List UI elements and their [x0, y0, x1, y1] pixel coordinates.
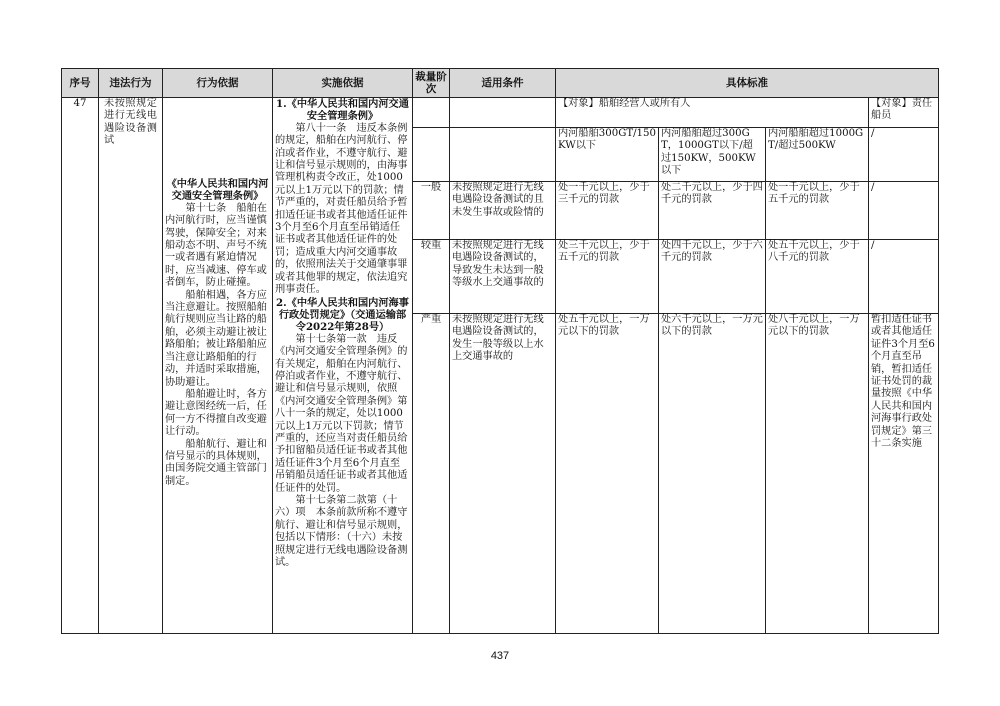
table-row [62, 98, 939, 128]
fine-serious-t3: 处五千元以上，少于八千元的罚款 [766, 240, 869, 314]
impl2-text-2: 第十七条第二款第（十六）项 本条前款所称不遵守航行、避让和信号显示规则，包括以下情形：（十六）未按照规定进行无线电遇险设备测试。 [275, 495, 408, 569]
penalty-standard-table [61, 68, 939, 634]
violation-text: 未按照规定进行无线电遇险设备测试 [104, 98, 157, 147]
level-empty-1 [413, 98, 450, 128]
impl2-text-1: 第十七条第一款 违反《内河交通安全管理条例》的有关规定，船舶在内河航行、停泊或者作业，不遵守航行、避让和信号显示规则，依照《内河交通安全管理条例》第八十一条的规定，处以1000元以上1万元以下罚款；情节严重的，还应当对责任船员给予扣留船员适任证书或者其他适任证件3个月至6个月直至吊销船员适任证书或者其他适任证件的处罚。 [275, 333, 408, 494]
crew-general: / [869, 182, 939, 240]
basis-title: 《中华人民共和国内河交通安全管理条例》 [166, 178, 269, 203]
header-standard: 具体标准 [556, 69, 939, 98]
header-violation: 违法行为 [99, 69, 163, 98]
header-condition: 适用条件 [450, 69, 556, 98]
header-row [62, 69, 939, 98]
level-serious: 较重 [413, 240, 450, 314]
condition-empty-2 [450, 128, 556, 182]
condition-severe: 未按照规定进行无线电遇险设备测试的，发生一般等级以上水上交通事故的 [450, 314, 556, 634]
impl2-title: 2.《中华人民共和国内河海事行政处罚规定》（交通运输部令2022年第28号） [276, 296, 409, 334]
subject-crew: 【对象】责任船员 [869, 98, 939, 128]
tier-crew: / [869, 128, 939, 182]
page-number: 437 [490, 650, 510, 662]
tier-1: 内河船舶300GT/150KW以下 [556, 128, 659, 182]
impl1-text: 第八十一条 违反本条例的规定，船舶在内河航行、停泊或者作业，不遵守航行、避让和信号显示规则的，由海事管理机构责令改正，处1000元以上1万元以下的罚款；情节严重的，对责任船员给予暂扣适任证书或者其他适任证件3个月至6个月直至吊销适任证书或者其他适任证件的处罚；造成重大内河交通事故的，依照刑法关于交通肇事罪或者其他罪的规定，依法追究刑事责任。 [275, 122, 408, 296]
fine-general-t3: 处一千元以上，少于五千元的罚款 [766, 182, 869, 240]
tier-2: 内河船舶超过300GT，1000GT以下/超过150KW，500KW以下 [659, 128, 766, 182]
subject-operator: 【对象】船舶经营人或所有人 [556, 98, 869, 128]
level-severe: 严重 [413, 314, 450, 634]
header-basis: 行为依据 [163, 69, 273, 98]
row-impl-basis [273, 98, 413, 634]
fine-general-t1: 处一千元以上，少于三千元的罚款 [556, 182, 659, 240]
impl1-title: 1.《中华人民共和国内河交通安全管理条例》 [276, 98, 409, 123]
fine-general-t2: 处二千元以上，少于四千元的罚款 [659, 182, 766, 240]
fine-serious-t1: 处三千元以上，少于五千元的罚款 [556, 240, 659, 314]
fine-severe-t2: 处六千元以上，一万元以下的罚款 [659, 314, 766, 634]
basis-para-2: 船舶相遇，各方应当注意避让。按照船舶航行规则应当让路的船舶，必须主动避让被让路船舶；被让路船舶应当注意让路船舶的行动，并适时采取措施，协助避让。 [165, 289, 267, 388]
basis-para-1: 第十七条 船舶在内河航行时，应当谨慎驾驶，保障安全；对来船动态不明、声号不统一或者遇有紧迫情况时，应当减速、停车或者倒车，防止碰撞。 [165, 202, 267, 289]
tier-3: 内河船舶超过1000GT/超过500KW [766, 128, 869, 182]
crew-severe: 暂扣适任证书或者其他适任证件3个月至6个月直至吊销，暂扣适任证书处罚的裁量按照《中华人民共和国内河海事行政处罚规定》第三十二条实施 [869, 314, 939, 634]
level-empty-2 [413, 128, 450, 182]
row-violation [99, 98, 163, 634]
header-level: 裁量阶次 [413, 69, 450, 98]
fine-severe-t3: 处八千元以上，一万元以下的罚款 [766, 314, 869, 634]
row-seq: 47 [62, 98, 99, 634]
fine-severe-t1: 处五千元以上，一万元以下的罚款 [556, 314, 659, 634]
basis-para-3: 船舶避让时，各方避让意图经统一后，任何一方不得擅自改变避让行动。 [165, 388, 267, 438]
row-basis [163, 98, 273, 634]
condition-serious: 未按照规定进行无线电遇险设备测试的，导致发生未达到一般等级水上交通事故的 [450, 240, 556, 314]
crew-serious: / [869, 240, 939, 314]
condition-empty-1 [450, 98, 556, 128]
condition-general: 未按照规定进行无线电遇险设备测试的且未发生事故或险情的 [450, 182, 556, 240]
basis-para-4: 船舶航行、避让和信号显示的具体规则，由国务院交通主管部门制定。 [165, 438, 267, 487]
fine-serious-t2: 处四千元以上，少于六千元的罚款 [659, 240, 766, 314]
header-impl-basis: 实施依据 [273, 69, 413, 98]
header-seq: 序号 [62, 69, 99, 98]
level-general: 一般 [413, 182, 450, 240]
